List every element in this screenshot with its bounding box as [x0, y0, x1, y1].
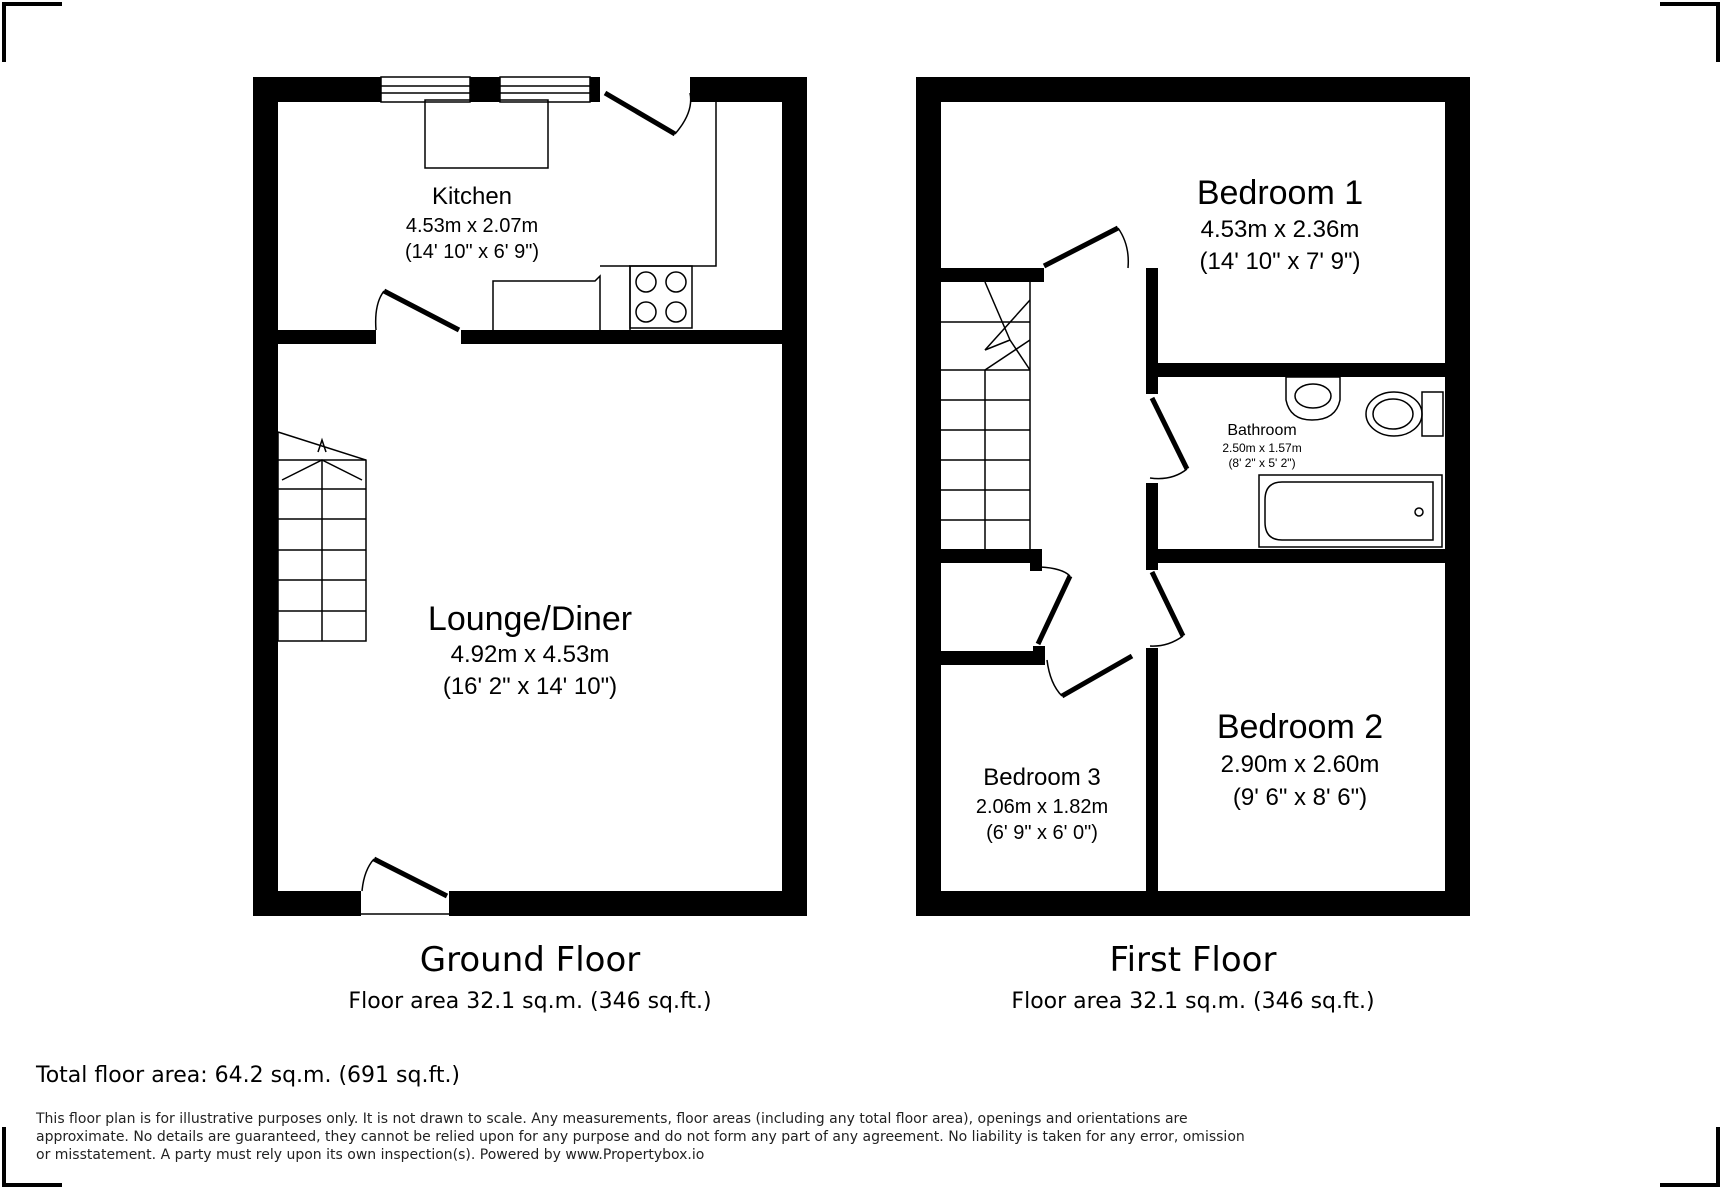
- kitchen-worktop: [630, 102, 716, 330]
- gf-wall-kitchen-left: [278, 330, 376, 344]
- ff-wall-top: [916, 77, 1470, 102]
- gf-staircase: [278, 432, 366, 641]
- kitchen-sink: [425, 100, 548, 168]
- ff-wall-bath-top: [1146, 363, 1445, 377]
- ground-floor-title: Ground Floor: [419, 940, 641, 980]
- first-floor-area: Floor area 32.1 sq.m. (346 sq.ft.): [1011, 989, 1375, 1014]
- bedroom1-metric: 4.53m x 2.36m: [1200, 216, 1360, 243]
- kitchen-lounge-door: [376, 291, 459, 330]
- lounge-imperial: (16' 2" x 14' 10"): [442, 673, 618, 700]
- basin-icon: [1286, 377, 1340, 420]
- ff-wall-bottom: [916, 891, 1470, 916]
- ff-wall-landing-top: [941, 268, 1044, 282]
- ground-floor-plan: [253, 77, 807, 1014]
- bathroom-imperial: (8' 2" x 5' 2"): [1228, 456, 1296, 470]
- bedroom1-door: [1044, 228, 1128, 268]
- first-floor-title: First Floor: [1109, 940, 1277, 980]
- ground-floor-area: Floor area 32.1 sq.m. (346 sq.ft.): [348, 989, 712, 1014]
- kitchen-back-door: [605, 93, 691, 134]
- ff-wall-right: [1445, 77, 1470, 916]
- kitchen-window-left: [381, 77, 470, 102]
- bedroom1-imperial: (14' 10" x 7' 9"): [1199, 248, 1361, 275]
- ff-staircase: [941, 282, 1030, 549]
- gf-wall-left: [253, 77, 278, 916]
- lounge-metric: 4.92m x 4.53m: [450, 641, 610, 668]
- front-door: [361, 859, 449, 914]
- lounge-name: Lounge/Diner: [427, 600, 633, 638]
- gf-wall-bottom-right: [449, 891, 807, 916]
- disclaimer-text: This floor plan is for illustrative purposes only. It is not drawn to scale. Any measurements, floor areas (including any total floor area), openings and orientations are approximate. No details are guaranteed, they cannot be relied upon for any purpose and do not form any part of any agreement. No liability is taken for any error, omission or misstatement. A party must rely upon its own inspection(s). Powered by www.Propertybox.io: [36, 1111, 1245, 1163]
- first-floor-plan: [916, 77, 1470, 1014]
- gf-wall-right: [782, 77, 807, 916]
- bedroom3-metric: 2.06m x 1.82m: [975, 796, 1109, 818]
- ff-wall-corridor-lower: [1146, 648, 1158, 891]
- bedroom2-door: [1150, 572, 1183, 646]
- gf-wall-top-mid: [470, 77, 500, 102]
- ff-wall-left: [916, 77, 941, 916]
- toilet-icon: [1366, 392, 1443, 436]
- gf-wall-bottom-left: [253, 891, 361, 916]
- bedroom2-name: Bedroom 2: [1216, 708, 1384, 746]
- bath-icon: [1259, 475, 1442, 547]
- bedroom3-name: Bedroom 3: [983, 764, 1101, 791]
- ff-wall-stairs-bottom: [941, 549, 1042, 563]
- ff-wall-bath-bottom: [1146, 549, 1445, 563]
- stair-cupboard-door: [1038, 567, 1070, 644]
- bedroom1-name: Bedroom 1: [1196, 174, 1364, 212]
- kitchen-name: Kitchen: [431, 183, 513, 210]
- gf-wall-top-right: [590, 77, 600, 102]
- ff-wall-bed3-top: [941, 651, 1045, 665]
- kitchen-imperial: (14' 10" x 6' 9"): [404, 241, 540, 263]
- bedroom2-imperial: (9' 6" x 8' 6"): [1232, 784, 1368, 811]
- bathroom-name: Bathroom: [1227, 422, 1297, 439]
- bathroom-metric: 2.50m x 1.57m: [1222, 441, 1302, 455]
- bedroom2-metric: 2.90m x 2.60m: [1220, 751, 1380, 778]
- kitchen-metric: 4.53m x 2.07m: [405, 215, 539, 237]
- total-floor-area: Total floor area: 64.2 sq.m. (691 sq.ft.): [36, 1063, 461, 1088]
- hob-icon: [630, 266, 692, 328]
- bathroom-door: [1150, 398, 1187, 479]
- ff-wall-bed3-stub: [1033, 646, 1045, 660]
- kitchen-window-right: [500, 77, 590, 102]
- gf-wall-kitchen-right: [461, 330, 782, 344]
- bedroom3-imperial: (6' 9" x 6' 0"): [986, 822, 1098, 844]
- bedroom3-door: [1047, 656, 1132, 696]
